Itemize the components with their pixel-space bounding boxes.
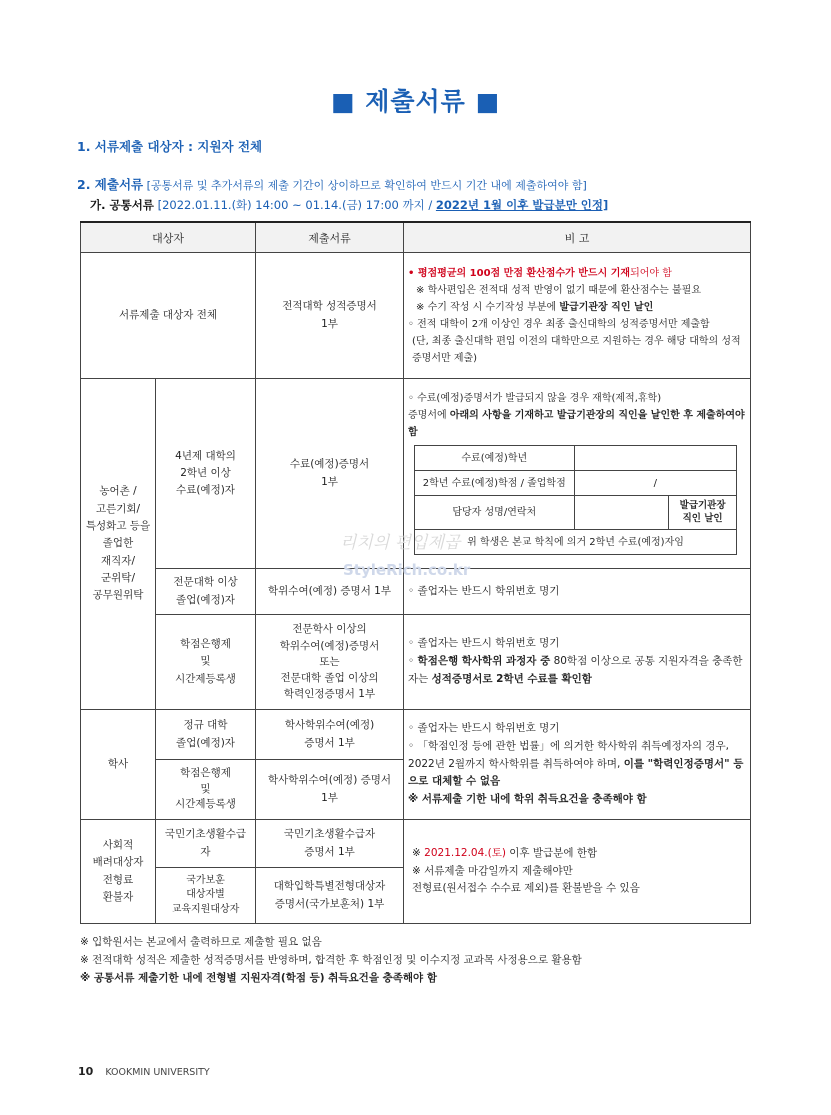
section-2a-label: 가. 공통서류 — [90, 198, 154, 212]
table-header-row — [81, 222, 751, 253]
footnote-3: ※ 공통서류 제출기한 내에 전형별 지원자격(학점 등) 취득요건을 충족해야 함 — [80, 972, 437, 984]
row2-subtarget: 4년제 대학의 2학년 이상 수료(예정)자 — [156, 379, 256, 569]
group-a-label: 농어촌 / 고른기회/ 특성화고 등을 졸업한 재직자/ 군위탁/ 공무원위탁 — [81, 379, 156, 710]
row1-note5: (단, 최종 출신대학 편입 이전의 대학만으로 지원하는 경우 해당 대학의 성적증명서만 제출) — [412, 335, 741, 364]
form-label-credits: 2학년 수료(예정)학점 / 졸업학점 — [415, 471, 575, 496]
row1-note4: ◦ 전적 대학이 2개 이상인 경우 최종 출신대학의 성적증명서만 제출함 — [408, 318, 710, 330]
footnote-1: ※ 입학원서는 본교에서 출력하므로 제출할 필요 없음 — [80, 936, 322, 948]
row1-remarks — [404, 253, 751, 379]
certificate-form-table — [414, 445, 737, 555]
watermark-url: StyleRich.co.kr — [343, 561, 471, 579]
row1-note1-bold: • 평점평균의 100점 만점 환산점수가 반드시 기재 — [408, 267, 631, 279]
form-value-credits: / — [574, 471, 737, 496]
row78-note1-date: 2021.12.04.(토) — [424, 846, 506, 859]
row6-subtarget: 학점은행제 및 시간제등록생 — [156, 760, 256, 820]
row56-note1: ◦ 졸업자는 반드시 학위번호 명기 — [408, 721, 560, 734]
footnote-2: ※ 전적대학 성적은 제출한 성적증명서를 반영하며, 합격한 후 학점인정 및 이수지정 교과목 사정용으로 활용함 — [80, 954, 582, 966]
section-2-heading — [77, 175, 587, 193]
row4-note2-pre: ◦ — [408, 655, 418, 668]
watermark-logo-text: 리치의 편입제곱 — [340, 533, 461, 553]
row78-note2: ※ 서류제출 마감일까지 제출해야만 전형료(원서접수 수수료 제외)를 환불받을 수 있음 — [412, 864, 640, 895]
row5-document: 학사학위수여(예정) 증명서 1부 — [256, 710, 404, 760]
form-value-grade — [574, 446, 737, 471]
form-seal-label: 발급기관장 직인 날인 — [669, 496, 737, 530]
row78-note1-pre: ※ — [412, 846, 425, 859]
row4-note2-bold: 학점은행 학사학위 과정자 중 — [417, 655, 551, 668]
table-row — [81, 253, 751, 379]
row4-subtarget: 학점은행제 및 시간제등록생 — [156, 615, 256, 710]
header-documents: 제출서류 — [256, 222, 404, 253]
row1-document: 전적대학 성적증명서 1부 — [256, 253, 404, 379]
row7-document: 국민기초생활수급자 증명서 1부 — [256, 820, 404, 868]
row4-note2-bold2: 성적증명서로 2학년 수료를 확인함 — [431, 672, 592, 685]
row56-note3: ※ 서류제출 기한 내에 학위 취득요건을 충족해야 함 — [408, 793, 647, 806]
page-number: 10 — [78, 1065, 94, 1078]
form-label-grade: 수료(예정)학년 — [415, 446, 575, 471]
row56-note2-pre: ◦ 「학점인정 등에 관한 법률」에 의거한 학사학위 취득예정자의 경우, 2022년 2월까지 학사학위를 취득하여야 하며, — [408, 739, 729, 770]
group-c-label: 사회적 배려대상자 전형료 환불자 — [81, 820, 156, 924]
form-value-contact — [574, 496, 669, 530]
table-row — [81, 710, 751, 760]
row78-remarks — [404, 820, 751, 924]
row4-note2-mid: 80학점 이상으로 공통 지원자격을 충족한 자는 — [408, 655, 743, 685]
section-2a-issue-rule: 2022년 1월 이후 발급분만 인정] — [435, 198, 609, 212]
row4-remarks — [404, 615, 751, 710]
row56-remarks — [404, 710, 751, 820]
header-remarks: 비 고 — [404, 222, 751, 253]
page-footer — [78, 1065, 210, 1078]
page-title: ■ 제출서류 ■ — [330, 87, 501, 116]
table-row — [81, 615, 751, 710]
row4-note1: ◦ 졸업자는 반드시 학위번호 명기 — [408, 637, 560, 650]
row3-document: 학위수여(예정) 증명서 1부 — [256, 569, 404, 615]
row78-note1-tail: 이후 발급분에 한함 — [505, 846, 598, 859]
row1-target: 서류제출 대상자 전체 — [81, 253, 256, 379]
table-row — [81, 820, 751, 868]
row6-document: 학사학위수여(예정) 증명서 1부 — [256, 760, 404, 820]
header-target: 대상자 — [81, 222, 256, 253]
row8-document: 대학입학특별전형대상자 증명서(국가보훈처) 1부 — [256, 868, 404, 924]
section-2a-heading — [90, 197, 608, 213]
row2-note-bold: 아래의 사항을 기재하고 발급기관장의 직인을 날인한 후 제출하여야 함 — [408, 410, 745, 438]
university-name: KOOKMIN UNIVERSITY — [105, 1067, 210, 1078]
row7-subtarget: 국민기초생활수급 자 — [156, 820, 256, 868]
form-label-contact: 담당자 성명/연락처 — [415, 496, 575, 530]
group-b-label: 학사 — [81, 710, 156, 820]
row1-note1-tail: 되어야 함 — [630, 267, 672, 279]
row1-note2: ※ 학사편입은 전적대 성적 반영이 없기 때문에 환산점수는 불필요 — [416, 284, 701, 296]
row2-note-pre: ◦ 수료(예정)증명서가 발급되지 않을 경우 재학(제적,휴학) 증명서에 — [408, 393, 662, 421]
section-2a-period: [2022.01.11.(화) 14:00 ~ 01.14.(금) 17:00 까지 — [153, 198, 429, 212]
row56-note2-bold: 이를 "학력인정증명서" 등으로 대체할 수 없음 — [408, 757, 744, 788]
row3-subtarget: 전문대학 이상 졸업(예정)자 — [156, 569, 256, 615]
section-2a-slash: / — [428, 198, 436, 212]
row8-subtarget: 국가보훈 대상자별 교육지원대상자 — [156, 868, 256, 924]
section-2-note: [공통서류 및 추가서류의 제출 기간이 상이하므로 확인하여 반드시 기간 내에 제출하여야 함] — [143, 179, 587, 192]
row2-document: 수료(예정)증명서 1부 — [256, 379, 404, 569]
row5-subtarget: 정규 대학 졸업(예정)자 — [156, 710, 256, 760]
row3-remarks: ◦ 졸업자는 반드시 학위번호 명기 — [404, 569, 751, 615]
row1-note3-bold: 발급기관장 직인 날인 — [559, 301, 654, 313]
form-statement: 위 학생은 본교 학칙에 의거 2학년 수료(예정)자임 — [415, 530, 737, 555]
row1-note3-pre: ※ 수기 작성 시 수기작성 부분에 — [416, 301, 560, 313]
section-2-label: 2. 제출서류 — [77, 177, 144, 192]
section-1-heading: 1. 서류제출 대상자 : 지원자 전체 — [77, 139, 263, 154]
row4-document: 전문학사 이상의 학위수여(예정)증명서 또는 전문대학 졸업 이상의 학력인정증명서 1부 — [256, 615, 404, 710]
